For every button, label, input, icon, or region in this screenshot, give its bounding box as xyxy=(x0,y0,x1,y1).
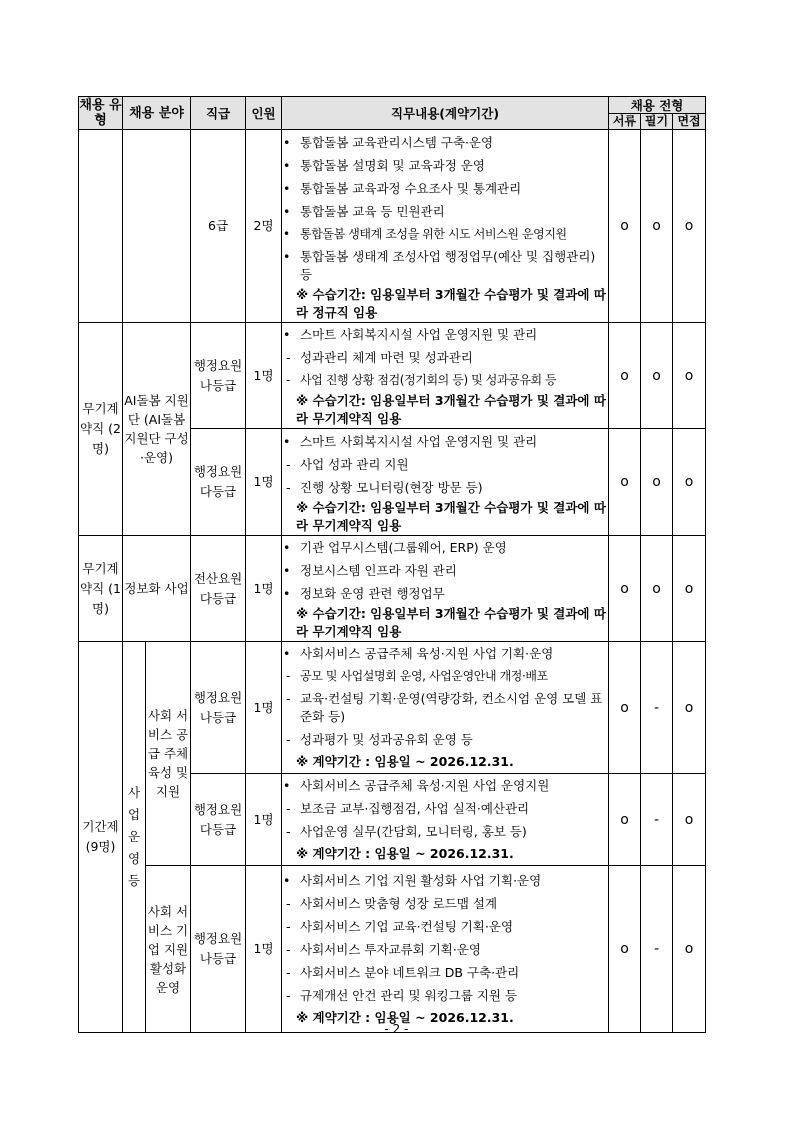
count-cell: 1명 xyxy=(246,642,282,774)
contract-note: ※ 계약기간 : 임용일 ~ 2026.12.31. xyxy=(296,846,514,861)
type-cell-empty xyxy=(79,130,123,323)
duty-item: - 사회서비스 분야 네트워크 DB 구축·관리 xyxy=(282,961,608,984)
doc-mark: o xyxy=(609,130,641,323)
duties-cell xyxy=(282,323,609,429)
doc-mark: o xyxy=(609,642,641,774)
duty-item: - 성과평가 및 성과공유회 운영 등 xyxy=(282,728,608,751)
duty-item: • 통합돌봄 교육관리시스템 구축·운영 xyxy=(282,131,608,154)
interview-mark: o xyxy=(673,866,706,1033)
doc-mark: o xyxy=(609,866,641,1033)
grade-cell: 행정요원 다등급 xyxy=(191,774,246,866)
duty-item: - 공모 및 사업설명회 운영, 사업운영안내 개정·배포 xyxy=(282,665,608,688)
recruitment-table xyxy=(78,96,706,1033)
grade-cell: 6급 xyxy=(191,130,246,323)
probation-note: ※ 수습기간: 임용일부터 3개월간 수습평가 및 결과에 따라 무기계약직 임용 xyxy=(296,393,606,426)
count-cell: 1명 xyxy=(246,323,282,429)
duty-item: - 사업 진행 상황 점검(정기회의 등) 및 성과공유회 등 xyxy=(282,369,608,392)
duty-item: - 진행 상황 모니터링(현장 방문 등) xyxy=(282,476,608,499)
duty-item: • 통합돌봄 생태계 조성을 위한 시도 서비스원 운영지원 xyxy=(282,223,608,246)
contract-note: ※ 계약기간 : 임용일 ~ 2026.12.31. xyxy=(296,1010,514,1025)
duty-item: • 정보화 운영 관련 행정업무 xyxy=(282,582,608,605)
duty-item: • 통합돌봄 설명회 및 교육과정 운영 xyxy=(282,154,608,177)
duty-item: - 보조금 교부·집행점검, 사업 실적·예산관리 xyxy=(282,797,608,820)
duty-item: - 교육·컨설팅 기획·운영(역량강화, 컨소시엄 운영 모델 표준화 등) xyxy=(282,688,608,728)
duty-item: - 사회서비스 기업 교육·컨설팅 기획·운영 xyxy=(282,915,608,938)
duty-item: • 스마트 사회복지시설 사업 운영지원 및 관리 xyxy=(282,430,608,453)
table-row xyxy=(79,642,706,774)
interview-mark: o xyxy=(673,536,706,642)
probation-note: ※ 수습기간: 임용일부터 3개월간 수습평가 및 결과에 따라 무기계약직 임용 xyxy=(296,499,606,533)
duty-item: • 정보시스템 인프라 자원 관리 xyxy=(282,559,608,582)
duty-item: • 통합돌봄 교육 등 민원관리 xyxy=(282,200,608,223)
duty-item: • 통합돌봄 생태계 조성사업 행정업무(예산 및 집행관리) 등 xyxy=(282,246,608,286)
interview-mark: o xyxy=(673,774,706,866)
type-cell: 무기계약직 (2명) xyxy=(79,323,123,536)
written-mark: o xyxy=(641,130,673,323)
field-cell xyxy=(123,642,146,1033)
field-cell: AI돌봄 지원단 (AI돌봄 지원단 구성·운영) xyxy=(123,323,191,536)
count-cell: 1명 xyxy=(246,429,282,536)
header-grade: 직급 xyxy=(191,97,246,130)
field-cell-empty xyxy=(123,130,191,323)
interview-mark: o xyxy=(673,130,706,323)
duty-item: • 사회서비스 기업 지원 활성화 사업 기획·운영 xyxy=(282,869,608,892)
doc-mark: o xyxy=(609,323,641,429)
contract-note: ※ 계약기간 : 임용일 ~ 2026.12.31. xyxy=(296,754,514,769)
page-number: - 2 - xyxy=(384,1022,409,1036)
count-cell: 1명 xyxy=(246,536,282,642)
header-process: 채용 전형 xyxy=(609,97,706,114)
duty-item: - 사회서비스 투자교류회 기획·운영 xyxy=(282,938,608,961)
written-mark: - xyxy=(641,866,673,1033)
grade-cell: 행정요원 나등급 xyxy=(191,866,246,1033)
duty-item: • 사회서비스 공급주체 육성·지원 사업 기획·운영 xyxy=(282,642,608,665)
duty-item: • 기관 업무시스템(그룹웨어, ERP) 운영 xyxy=(282,536,608,559)
duties-cell xyxy=(282,130,609,323)
duties-cell xyxy=(282,774,609,866)
doc-mark: o xyxy=(609,536,641,642)
grade-cell: 행정요원 다등급 xyxy=(191,429,246,536)
type-cell: 기간제 (9명) xyxy=(79,642,123,1033)
grade-cell: 행정요원 나등급 xyxy=(191,323,246,429)
header-interview: 면접 xyxy=(673,114,706,130)
header-written: 필기 xyxy=(641,114,673,130)
doc-mark: o xyxy=(609,429,641,536)
interview-mark: o xyxy=(673,429,706,536)
duty-item: - 사업운영 실무(간담회, 모니터링, 홍보 등) xyxy=(282,820,608,843)
header-field: 채용 분야 xyxy=(123,97,191,130)
duties-cell xyxy=(282,642,609,774)
field-cell: 정보화 사업 xyxy=(123,536,191,642)
grade-cell: 행정요원 나등급 xyxy=(191,642,246,774)
written-mark: o xyxy=(641,429,673,536)
field-vertical-text: 사업운영 등 xyxy=(127,785,141,888)
count-cell: 1명 xyxy=(246,774,282,866)
written-mark: o xyxy=(641,536,673,642)
table-row xyxy=(79,130,706,323)
count-cell: 1명 xyxy=(246,866,282,1033)
duties-cell xyxy=(282,429,609,536)
type-cell: 무기계약직 (1명) xyxy=(79,536,123,642)
duty-item: - 규제개선 안건 관리 및 워킹그룹 지원 등 xyxy=(282,984,608,1007)
written-mark: - xyxy=(641,642,673,774)
table-row xyxy=(79,536,706,642)
duty-item: • 통합돌봄 교육과정 수요조사 및 통계관리 xyxy=(282,177,608,200)
table-row xyxy=(79,866,706,1033)
table-row xyxy=(79,323,706,429)
duty-item: • 사회서비스 공급주체 육성·지원 사업 운영지원 xyxy=(282,774,608,797)
header-type: 채용 유형 xyxy=(79,98,122,128)
header-count: 인원 xyxy=(246,97,282,130)
duty-item: - 사업 성과 관리 지원 xyxy=(282,453,608,476)
subfield-cell: 사회 서비스 공급 주체 육성 및 지원 xyxy=(146,642,191,866)
grade-cell: 전산요원 다등급 xyxy=(191,536,246,642)
probation-note: ※ 수습기간: 임용일부터 3개월간 수습평가 및 결과에 따라 무기계약직 임용 xyxy=(296,606,606,639)
duty-item: • 스마트 사회복지시설 사업 운영지원 및 관리 xyxy=(282,323,608,346)
probation-note: ※ 수습기간: 임용일부터 3개월간 수습평가 및 결과에 따라 정규직 임용 xyxy=(296,286,606,320)
duties-cell xyxy=(282,536,609,642)
subfield-cell: 사회 서비스 기업 지원 활성화 운영 xyxy=(146,866,191,1033)
doc-mark: o xyxy=(609,774,641,866)
interview-mark: o xyxy=(673,323,706,429)
interview-mark: o xyxy=(673,642,706,774)
duty-item: - 성과관리 체계 마련 및 성과관리 xyxy=(282,346,608,369)
header-doc: 서류 xyxy=(609,114,641,130)
duties-cell xyxy=(282,866,609,1033)
count-cell: 2명 xyxy=(246,130,282,323)
duty-item: - 사회서비스 맞춤형 성장 로드맵 설계 xyxy=(282,892,608,915)
header-duties: 직무내용(계약기간) xyxy=(282,97,609,130)
written-mark: - xyxy=(641,774,673,866)
written-mark: o xyxy=(641,323,673,429)
